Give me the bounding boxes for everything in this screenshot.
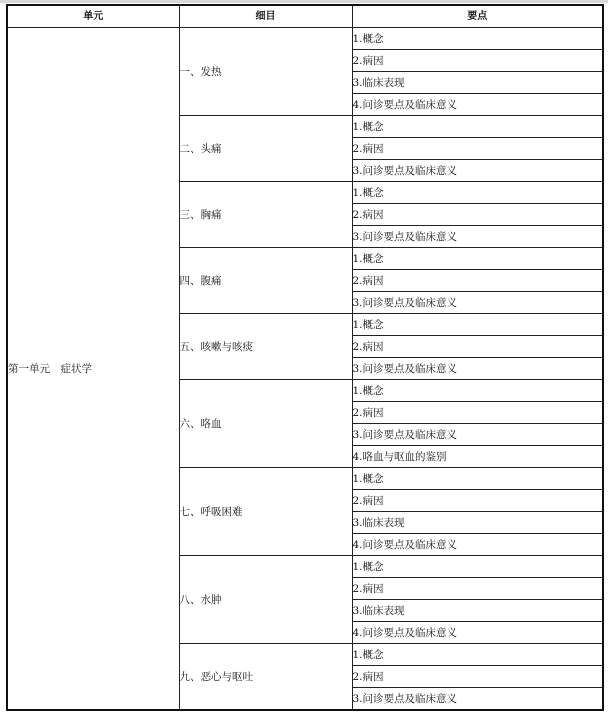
- point-cell: 3.临床表现: [352, 72, 603, 94]
- point-cell: 3.临床表现: [352, 600, 603, 622]
- point-cell: 2.病因: [352, 402, 603, 424]
- point-cell: 2.病因: [352, 490, 603, 512]
- point-cell: 1.概念: [352, 248, 603, 270]
- point-cell: 4.问诊要点及临床意义: [352, 94, 603, 116]
- header-unit: 单元: [7, 5, 179, 28]
- point-cell: 1.概念: [352, 644, 603, 666]
- point-cell: 4.咯血与呕血的鉴别: [352, 446, 603, 468]
- point-cell: 2.病因: [352, 336, 603, 358]
- header-points: 要点: [352, 5, 603, 28]
- point-cell: 1.概念: [352, 468, 603, 490]
- point-cell: 4.问诊要点及临床意义: [352, 534, 603, 556]
- point-cell: 3.问诊要点及临床意义: [352, 292, 603, 314]
- point-cell: 1.概念: [352, 182, 603, 204]
- unit-cell: 第一单元 症状学: [7, 28, 179, 711]
- top-edge-bar: [0, 0, 608, 3]
- table-row: [7, 28, 603, 50]
- item-cell: 二、头痛: [179, 116, 352, 182]
- point-cell: 1.概念: [352, 28, 603, 50]
- item-cell: 五、咳嗽与咳痰: [179, 314, 352, 380]
- item-cell: 三、胸痛: [179, 182, 352, 248]
- point-cell: 3.问诊要点及临床意义: [352, 226, 603, 248]
- point-cell: 1.概念: [352, 556, 603, 578]
- item-cell: 八、水肿: [179, 556, 352, 644]
- header-item: 细目: [179, 5, 352, 28]
- point-cell: 2.病因: [352, 578, 603, 600]
- point-cell: 3.问诊要点及临床意义: [352, 160, 603, 182]
- table-body: [7, 28, 603, 711]
- item-cell: 四、腹痛: [179, 248, 352, 314]
- point-cell: 1.概念: [352, 380, 603, 402]
- header-row: [7, 5, 603, 28]
- item-cell: 六、咯血: [179, 380, 352, 468]
- point-cell: 2.病因: [352, 204, 603, 226]
- point-cell: 2.病因: [352, 270, 603, 292]
- point-cell: 2.病因: [352, 666, 603, 688]
- point-cell: 3.问诊要点及临床意义: [352, 358, 603, 380]
- item-cell: 七、呼吸困难: [179, 468, 352, 556]
- point-cell: 1.概念: [352, 116, 603, 138]
- syllabus-table: [6, 4, 604, 711]
- item-cell: 一、发热: [179, 28, 352, 116]
- point-cell: 1.概念: [352, 314, 603, 336]
- point-cell: 2.病因: [352, 50, 603, 72]
- point-cell: 2.病因: [352, 138, 603, 160]
- item-cell: 九、恶心与呕吐: [179, 644, 352, 711]
- point-cell: 3.问诊要点及临床意义: [352, 424, 603, 446]
- point-cell: 4.问诊要点及临床意义: [352, 622, 603, 644]
- point-cell: 3.临床表现: [352, 512, 603, 534]
- point-cell: 3.问诊要点及临床意义: [352, 688, 603, 711]
